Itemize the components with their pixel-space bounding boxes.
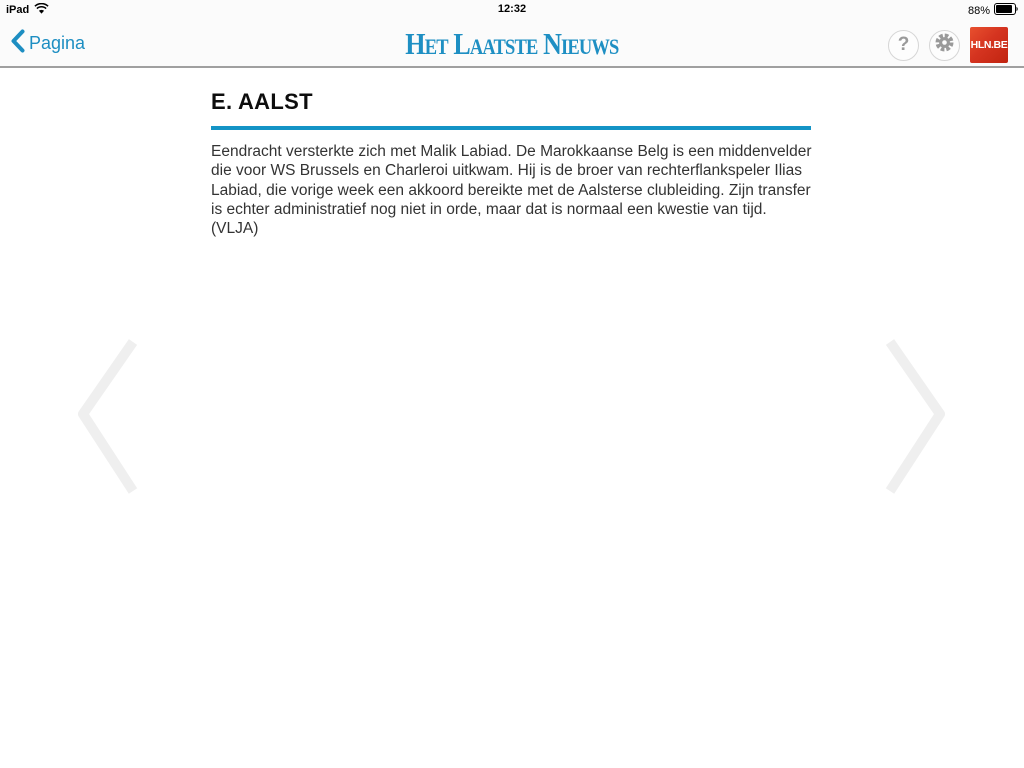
gear-icon (934, 32, 955, 58)
chevron-left-icon (75, 484, 145, 501)
title-underline-rule (211, 126, 811, 130)
app-logo-text: Het Laatste Nieuws (405, 25, 619, 61)
article-body-text: Eendracht versterkte zich met Malik Labiad. De Marokkaanse Belg is een middenvelder die voor WS Brussels en Charleroi uitkwam. Hij is de broer van rechterflankspeler Ilias Labiad, die vorige week een akkoord bereikte met de Aalsterse clubleiding. Zijn transfer is echter administratief nog niet in orde, maar dat is normaal een kwestie van tijd. (VLJA) (211, 143, 812, 238)
question-mark-icon: ? (897, 34, 910, 55)
article-title: E. AALST (211, 89, 313, 114)
status-bar (0, 0, 1024, 20)
back-button-label: Pagina (29, 33, 86, 53)
app-logo (0, 20, 1024, 66)
status-time: 12:32 (497, 3, 527, 15)
battery-icon (994, 3, 1019, 18)
back-button[interactable] (10, 29, 85, 58)
carrier-label: iPad (6, 4, 30, 16)
status-right (968, 3, 1019, 18)
battery-percent-label: 88% (967, 4, 990, 17)
chevron-right-icon (878, 484, 948, 501)
nav-bar (0, 20, 1024, 68)
hln-be-logo-text: HLN.BE (970, 39, 1008, 51)
next-page-button[interactable] (878, 335, 948, 502)
nav-right-buttons (888, 27, 1008, 63)
help-button[interactable] (888, 30, 919, 61)
settings-button[interactable] (929, 30, 960, 61)
previous-page-button[interactable] (75, 335, 145, 502)
hln-be-logo-button[interactable] (970, 27, 1008, 63)
back-chevron-icon (10, 29, 25, 58)
